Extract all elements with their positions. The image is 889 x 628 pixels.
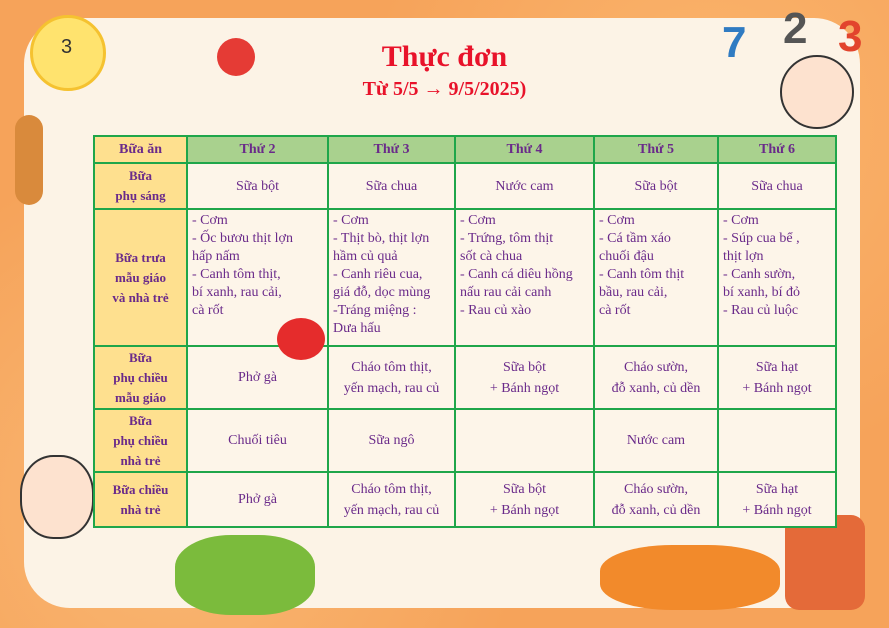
- menu-item: chuối đậu: [599, 249, 654, 264]
- menu-item: Cháo tôm thịt,: [351, 481, 432, 497]
- menu-cell: [594, 163, 718, 209]
- menu-item: - Canh sườn,: [723, 267, 796, 282]
- sun-face-number: 3: [61, 36, 73, 58]
- meal-label-line: Bữa: [129, 168, 152, 183]
- backpack-illustration: [785, 515, 865, 610]
- menu-item: Sữa chua: [365, 178, 418, 194]
- menu-item: - Canh tôm thịt,: [192, 267, 281, 282]
- meal-label-line: mẫu giáo: [115, 389, 166, 405]
- day-header: Thứ 5: [594, 136, 718, 163]
- menu-item: Phở gà: [238, 370, 277, 385]
- meal-label-line: phụ chiều: [113, 369, 168, 385]
- meal-label-line: Bữa: [129, 412, 152, 428]
- menu-cell: [187, 409, 328, 472]
- menu-cell: [718, 163, 836, 209]
- menu-item: sốt cà chua: [460, 249, 523, 264]
- menu-cell: [718, 346, 836, 409]
- menu-item: bầu, rau cải,: [599, 285, 668, 300]
- meal-label-line: và nhà trẻ: [112, 289, 169, 305]
- menu-item: hấp nấm: [192, 249, 240, 264]
- menu-item: yến mạch, rau củ: [343, 380, 440, 396]
- page-subtitle: Từ 5/5 → 9/5/2025): [362, 78, 527, 100]
- day-header: Thứ 3: [328, 136, 455, 163]
- menu-item: - Canh tôm thịt: [599, 267, 685, 282]
- meal-label-line: Bữa trưa: [115, 249, 166, 265]
- menu-cell: [718, 472, 836, 527]
- meal-label: [94, 346, 187, 409]
- menu-cell: [328, 163, 455, 209]
- meal-label-line: Bữa: [129, 349, 152, 365]
- menu-table: [93, 135, 837, 528]
- menu-item: Sữa bột: [236, 178, 279, 194]
- menu-cell: [594, 209, 718, 346]
- menu-item: Sữa chua: [751, 178, 803, 194]
- menu-item: - Cơm: [599, 213, 635, 228]
- meal-row: [94, 472, 836, 527]
- menu-item: + Bánh ngọt: [489, 380, 560, 396]
- menu-cell: [187, 163, 328, 209]
- menu-item: Nước cam: [495, 178, 554, 194]
- number-3-decoration: 3: [838, 12, 863, 61]
- menu-cell: [594, 472, 718, 527]
- menu-cell: [328, 346, 455, 409]
- menu-cell: [455, 472, 594, 527]
- menu-item: Sữa ngô: [368, 433, 415, 448]
- meal-label: [94, 209, 187, 346]
- meal-row: [94, 346, 836, 409]
- menu-item: - Rau củ luộc: [723, 303, 799, 318]
- day-header: Thứ 6: [718, 136, 836, 163]
- menu-item: đỗ xanh, củ dền: [611, 502, 701, 518]
- vegetables-left-illustration: [175, 535, 315, 615]
- day-header: Thứ 2: [187, 136, 328, 163]
- meal-label: [94, 409, 187, 472]
- menu-item: Cháo tôm thịt,: [351, 359, 432, 375]
- menu-item: Phở gà: [238, 492, 277, 507]
- menu-cell: [328, 409, 455, 472]
- menu-item: Sữa hạt: [755, 359, 799, 375]
- menu-item: + Bánh ngọt: [489, 502, 560, 518]
- vegetables-right-illustration: [600, 545, 780, 610]
- menu-item: + Bánh ngọt: [742, 380, 812, 396]
- menu-cell: [594, 409, 718, 472]
- menu-cell: [328, 472, 455, 527]
- menu-item: - Ốc bươu thịt lợn: [192, 231, 293, 246]
- number-7-decoration: 7: [722, 18, 747, 67]
- menu-item: hầm củ quả: [333, 249, 398, 264]
- menu-item: Cháo sườn,: [624, 359, 688, 375]
- menu-item: Sữa bột: [503, 481, 546, 497]
- meal-row: [94, 163, 836, 209]
- meal-label-line: phụ sáng: [115, 188, 166, 203]
- menu-item: - Cá tầm xáo: [599, 231, 671, 246]
- menu-cell: [187, 472, 328, 527]
- menu-cell: [455, 209, 594, 346]
- menu-item: + Bánh ngọt: [742, 502, 812, 518]
- page-title: Thực đơn: [381, 40, 508, 73]
- menu-cell: [455, 409, 594, 472]
- bread-illustration: [15, 115, 43, 205]
- header-row: [94, 136, 836, 163]
- menu-item: Nước cam: [626, 433, 686, 448]
- menu-cell: [455, 163, 594, 209]
- menu-item: - Cơm: [333, 213, 369, 228]
- meal-label-line: Bữa chiều: [112, 481, 169, 497]
- corner-header: Bữa ăn: [94, 136, 187, 163]
- menu-cell: [718, 209, 836, 346]
- menu-item: - Rau củ xào: [460, 303, 532, 318]
- menu-item: - Cơm: [192, 213, 228, 228]
- menu-item: Sữa hạt: [755, 481, 799, 497]
- meal-label-line: mẫu giáo: [115, 269, 166, 285]
- menu-item: - Cơm: [460, 213, 496, 228]
- menu-cell: [328, 209, 455, 346]
- tomato-mascot-illustration: [277, 318, 325, 360]
- meal-row: [94, 409, 836, 472]
- menu-item: - Súp cua bể ,: [723, 231, 800, 246]
- menu-item: cà rốt: [192, 303, 224, 318]
- meal-row: [94, 209, 836, 346]
- menu-item: - Trứng, tôm thịt: [460, 231, 554, 246]
- meal-label: [94, 163, 187, 209]
- menu-item: giá đỗ, dọc mùng: [333, 285, 431, 300]
- day-header: Thứ 4: [455, 136, 594, 163]
- meal-label: [94, 472, 187, 527]
- menu-item: Cháo sườn,: [624, 481, 688, 497]
- menu-item: bí xanh, rau cải,: [192, 285, 282, 300]
- menu-item: -Tráng miệng :: [333, 303, 417, 318]
- menu-item: đỗ xanh, củ dền: [611, 380, 701, 396]
- menu-item: bí xanh, bí đỏ: [723, 285, 800, 300]
- menu-item: cà rốt: [599, 303, 631, 318]
- menu-item: Chuối tiêu: [228, 433, 287, 448]
- chef-boy-illustration: [20, 455, 94, 539]
- menu-item: thịt lợn: [723, 249, 764, 264]
- meal-label-line: nhà trẻ: [120, 452, 161, 468]
- menu-item: - Canh riêu cua,: [333, 267, 423, 282]
- menu-item: - Canh cá diêu hồng: [460, 267, 573, 282]
- menu-item: - Cơm: [723, 213, 759, 228]
- meal-label-line: phụ chiều: [113, 432, 168, 448]
- menu-item: yến mạch, rau củ: [343, 502, 440, 518]
- menu-item: Sữa bột: [503, 359, 546, 375]
- meal-label-line: nhà trẻ: [120, 501, 161, 517]
- number-2-decoration: 2: [783, 4, 808, 53]
- menu-cell: [718, 409, 836, 472]
- menu-item: - Thịt bò, thịt lợn: [333, 231, 430, 246]
- menu-cell: [594, 346, 718, 409]
- menu-cell: [455, 346, 594, 409]
- menu-item: Dưa hấu: [333, 321, 381, 336]
- menu-item: nấu rau cải canh: [460, 285, 552, 300]
- menu-item: Sữa bột: [634, 178, 678, 194]
